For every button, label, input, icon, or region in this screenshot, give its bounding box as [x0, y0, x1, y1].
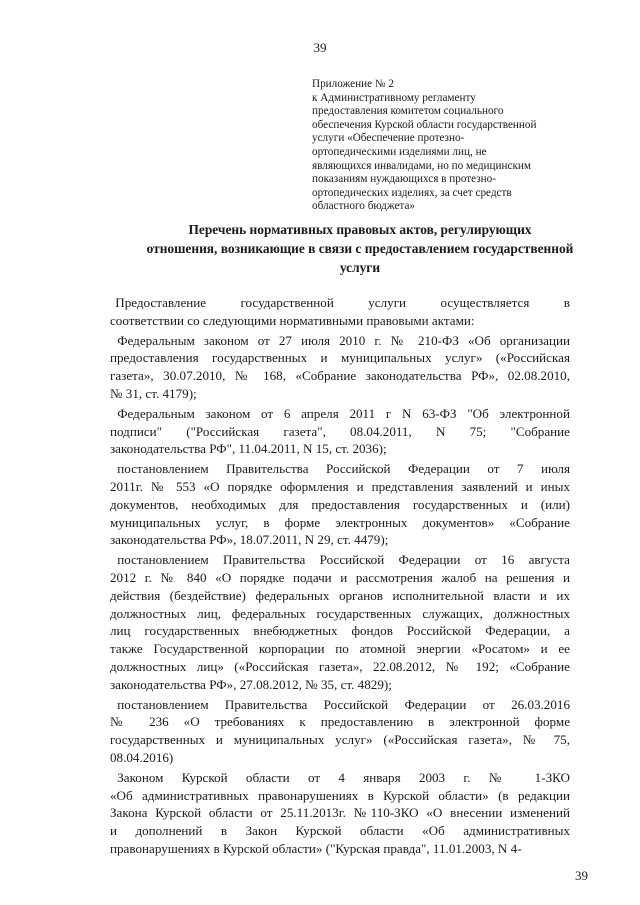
paragraph-line: подписи" ("Российская газета", 08.04.2011, N 75; "Собрание: [110, 423, 570, 439]
appendix-line: услуги «Обеспечение протезно-: [312, 132, 465, 145]
paragraph-line: лиц государственных внебюджетных фондов Российской Федерации, а: [110, 623, 570, 639]
paragraph-line: правонарушениях в Курской области» ("Курская правда", 11.01.2003, N 4-: [110, 840, 522, 856]
paragraph-line: соответствии со следующими нормативными правовыми актами:: [110, 312, 475, 328]
paragraph-line: законодательства РФ», 27.08.2012, № 35, ст. 4829);: [110, 676, 392, 692]
paragraph-line: Федеральным законом от 6 апреля 2011 г N 63-ФЗ "Об электронной: [117, 405, 570, 421]
paragraph-line: Федеральным законом от 27 июля 2010 г. № 210-ФЗ «Об организации: [117, 332, 570, 348]
appendix-line: обеспечения Курской области государственной: [312, 118, 537, 131]
paragraph: [110, 696, 570, 767]
paragraph-line: 2011г. № 553 «О порядке оформления и представления заявлений и иных: [110, 478, 570, 494]
paragraph: [110, 294, 570, 330]
paragraph-line: Закона Курской области от 25.11.2013г. №110-ЗКО «О внесении изменений: [110, 805, 570, 821]
appendix-line: показаниям нуждающихся в протезно-: [312, 173, 496, 186]
paragraph-line: предоставления государственных и муниципальных услуг» («Российская: [110, 350, 570, 366]
paragraph-line: законодательства РФ», 18.07.2011, N 29, ст. 4479);: [110, 532, 389, 548]
paragraph-line: 08.04.2016): [110, 749, 174, 765]
paragraph-line: и дополнений в Закон Курской области «Об административных: [110, 823, 570, 839]
appendix-line: к Административному регламенту: [312, 91, 476, 104]
title-line: услуги: [339, 260, 381, 275]
title-line: Перечень нормативных правовых актов, регулирующих: [188, 222, 532, 237]
paragraph-line: постановлением Правительства Российской Федерации от 16 августа: [117, 552, 570, 568]
paragraph-line: № 31, ст. 4179);: [110, 385, 197, 401]
paragraph: [110, 551, 570, 693]
paragraph-line: Предоставление государственной услуги осуществляется в: [115, 295, 570, 310]
paragraph-line: документов, необходимых для предоставления государственных и (или): [110, 496, 570, 512]
paragraph-line: постановлением Правительства Российской Федерации от 26.03.2016: [117, 696, 570, 712]
paragraph-line: муниципальных услуг, в форме электронных документов» «Собрание: [110, 514, 570, 530]
paragraph-line: № 236 «О требованиях к предоставлению в электронной форме: [110, 714, 570, 730]
paragraph-line: государственных и муниципальных услуг» («Российская газета», № 75,: [110, 732, 570, 748]
title-line: отношения, возникающие в связи с предоставлением государственной: [146, 241, 574, 256]
paragraph-line: должностных лиц» («Российская газета», 22.08.2012, № 192; «Собрание: [110, 658, 570, 674]
paragraph-line: 2012 г. № 840 «О порядке подачи и рассмотрения жалоб на решения и: [110, 569, 570, 585]
appendix-line: ортопедическими изделиями лиц, не: [312, 145, 487, 158]
document-body: [110, 294, 570, 860]
paragraph-line: также Государственной корпорации по атомной энергии «Росатом» и ее: [110, 641, 570, 657]
paragraph-line: «Об административных правонарушениях в Курской области» (в редакции: [110, 787, 570, 803]
appendix-line: ортопедических изделиях, за счет средств: [312, 186, 512, 199]
paragraph-line: действия (бездействие) федеральных органов исполнительной власти и их: [110, 587, 570, 603]
appendix-line: областного бюджета»: [312, 200, 415, 213]
appendix-line: предоставления комитетом социального: [312, 105, 504, 118]
paragraph-line: Законом Курской области от 4 января 2003 г. № 1-ЗКО: [117, 769, 570, 785]
paragraph: [110, 769, 570, 858]
paragraph: [110, 405, 570, 458]
page-number-top: 39: [313, 40, 327, 55]
paragraph: [110, 460, 570, 549]
paragraph: [110, 332, 570, 403]
paragraph-line: газета», 30.07.2010, № 168, «Собрание законодательства РФ», 02.08.2010,: [110, 368, 570, 384]
page-number-bottom: 39: [575, 868, 588, 883]
appendix-line: являющихся инвалидами, но по медицинским: [312, 159, 531, 172]
paragraph-line: постановлением Правительства Российской Федерации от 7 июля: [117, 461, 570, 477]
appendix-line: Приложение № 2: [312, 78, 394, 90]
appendix-header: [312, 78, 612, 214]
document-title: [120, 220, 600, 277]
paragraph-line: должностных лиц, федеральных государственных служащих, должностных: [110, 605, 570, 621]
paragraph-line: законодательства РФ", 11.04.2011, N 15, ст. 2036);: [110, 441, 387, 457]
